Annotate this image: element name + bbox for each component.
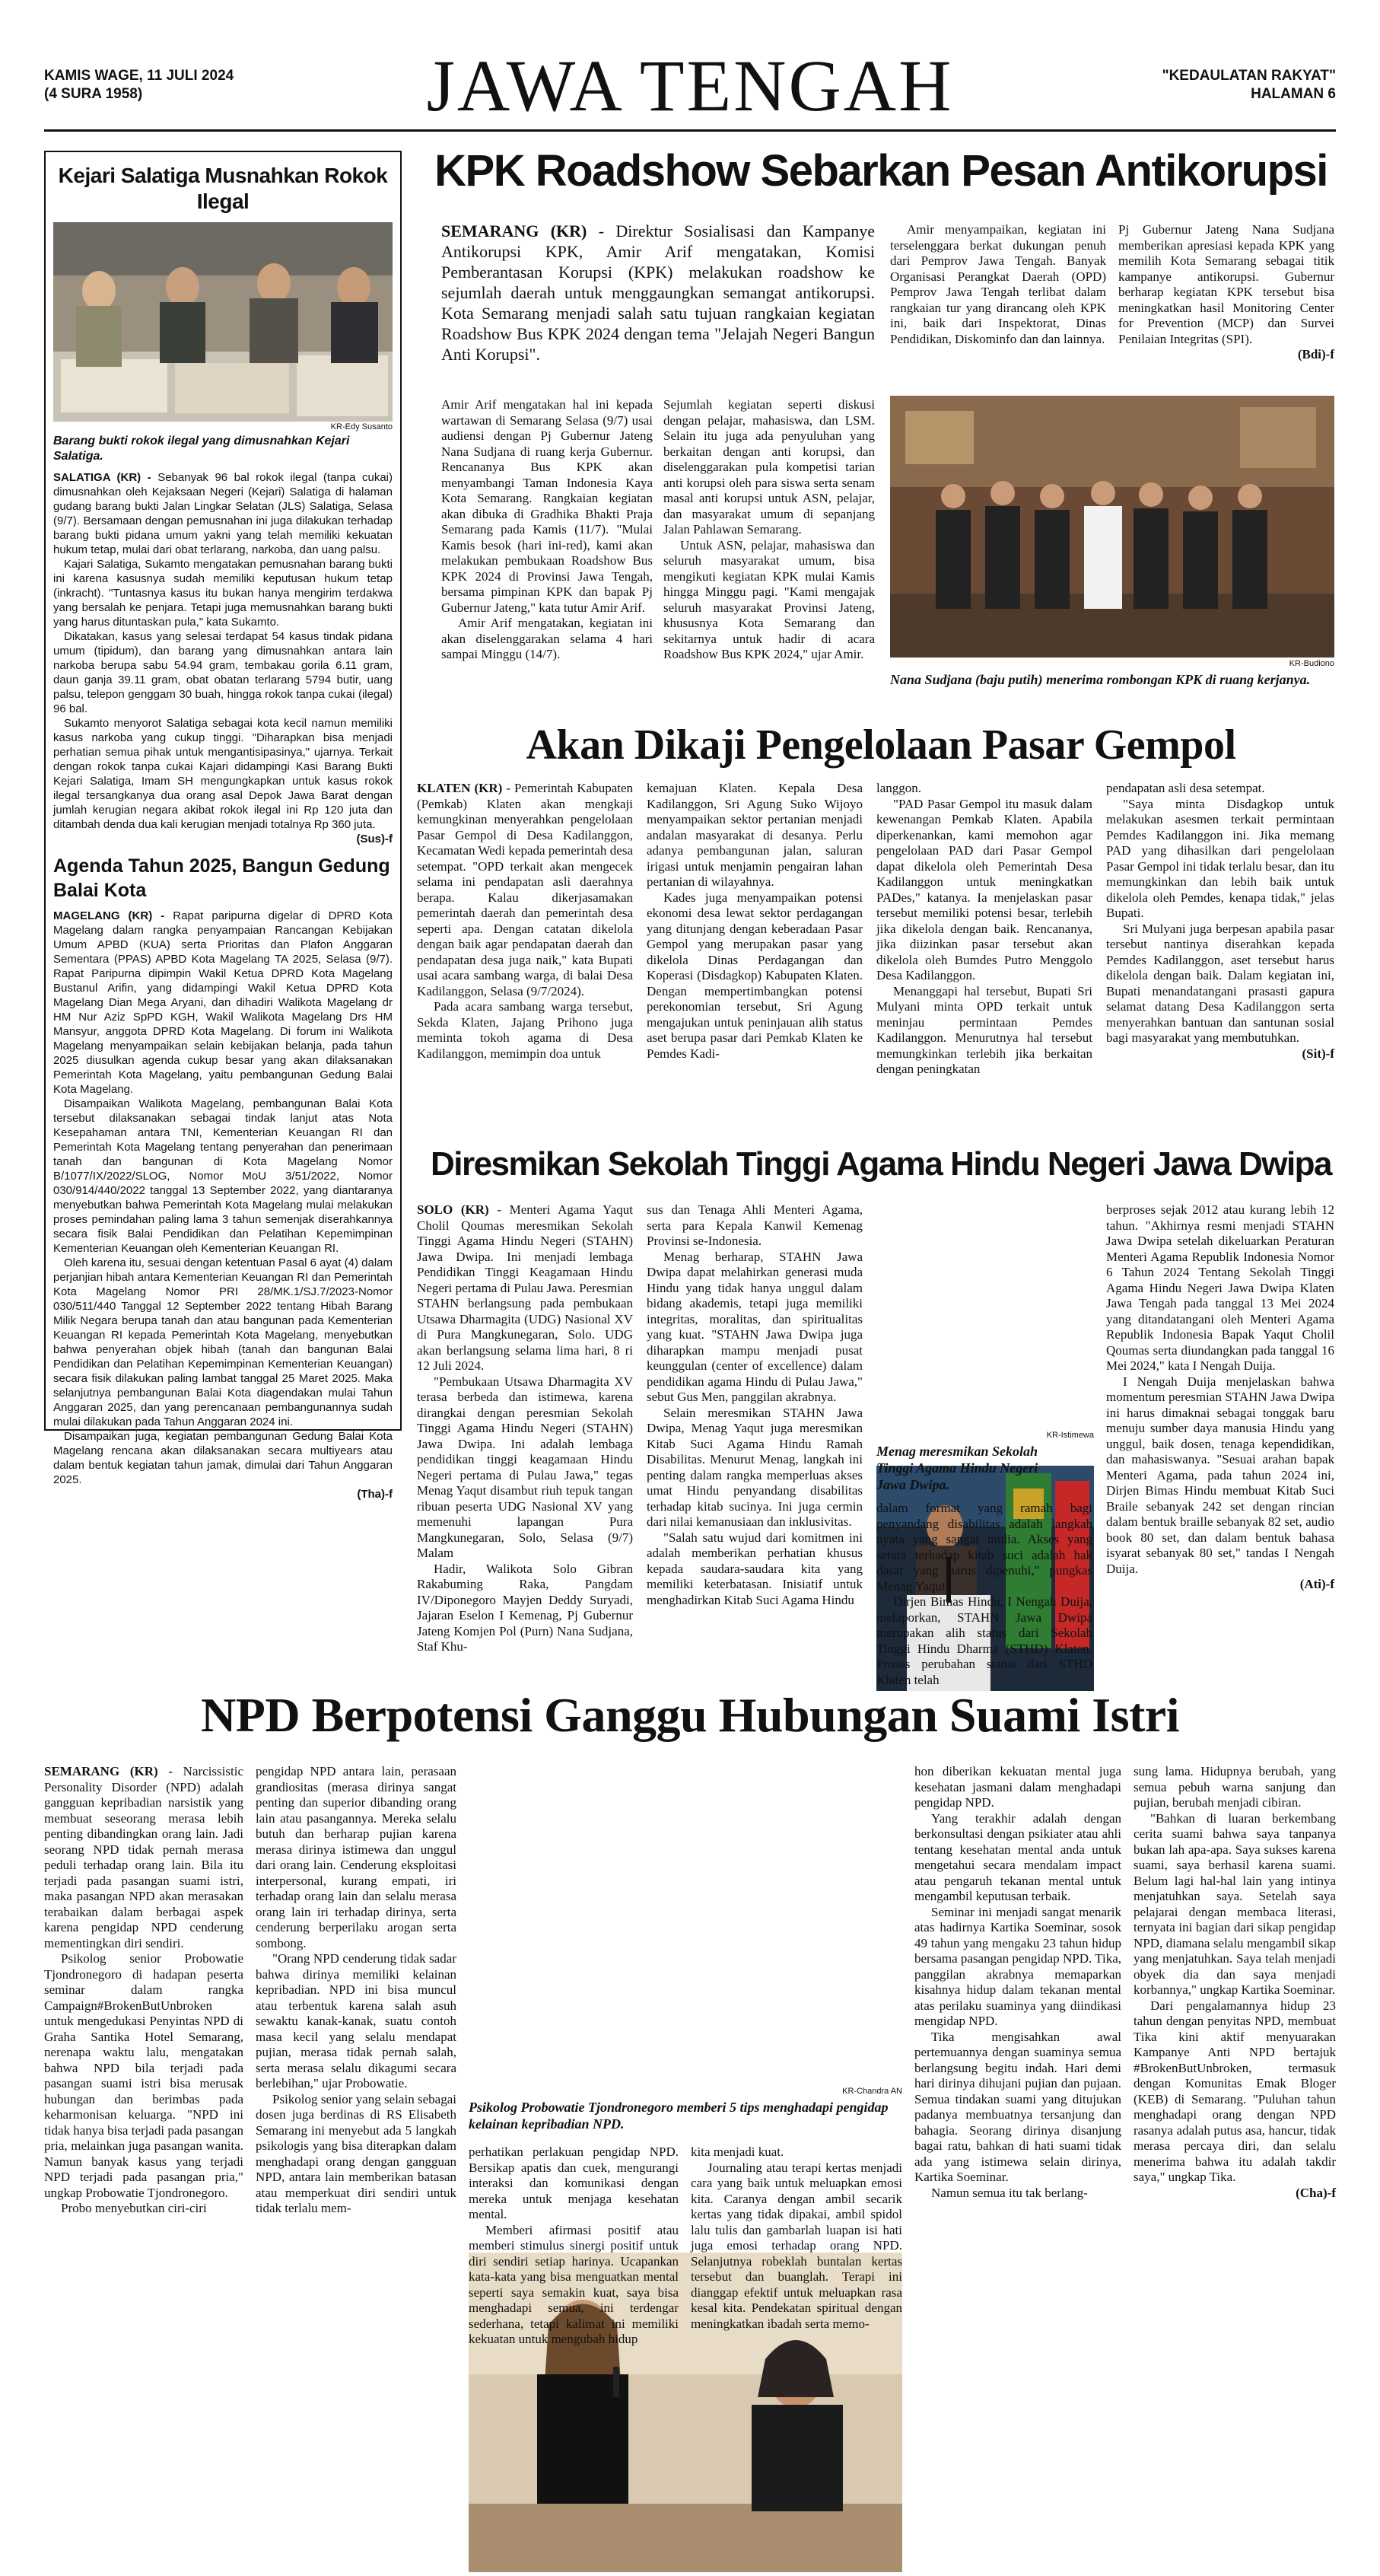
pasar-col-4 <box>1106 781 1334 1131</box>
npd-paragraph <box>44 1764 243 1951</box>
npd-photo-caption: Psikolog Probowatie Tjondronegoro memberi 5 tips menghadapi pengidap kelainan kepribadian NPD. <box>469 2100 889 2132</box>
stahn-paragraph: Hadir, Walikota Solo Gibran Rakabuming Raka, Pangdam IV/Diponegoro Mayjen Deddy Suryadi, Jajaran Eselon I Kemenag, Pj Gubernur Jateng Komjen Pol (Purn) Nana Sudjana, Staf Khu- <box>417 1561 633 1654</box>
stahn-paragraph <box>417 1202 633 1374</box>
story1-signature: (Sus)-f <box>356 833 393 845</box>
edition-info <box>1162 67 1336 103</box>
npd-paragraph: kita menjadi kuat. <box>691 2145 784 2159</box>
npd-paragraph: Yang terakhir adalah dengan berkonsultasi dengan psikiater atau ahli tentang kesehatan mental anda untuk mengetahui secara mendalam impact atau pengaruh tekanan mental untuk mengambil keputusan terbaik. <box>914 1810 1121 1903</box>
kpk-photo-caption: Nana Sudjana (baju putih) menerima rombongan KPK di ruang kerjanya. <box>890 672 1311 687</box>
pasar-paragraph: "Saya minta Disdagkop untuk melakukan asesmen terkait permintaan Pemdes Kadilanggon ini. Jika memang PAD yang dihasilkan dari pengelolaan Pasar Gempol ini tidak terlalu besar, dan itu memungkinkan dan lebih baik untuk dikelola oleh Pemdes, kenapa tidak," jelas Bupati. <box>1106 796 1334 920</box>
kpk-lead-paragraph <box>441 221 875 365</box>
rokok-photo <box>53 222 393 422</box>
npd-paragraph: Psikolog senior yang selain sebagai dosen juga berdinas di RS Elisabeth Semarang ini menyebut ada 5 langkah psikologis yang bisa diterapkan dalam menghadapi orang dengan gangguan NPD, antara lain memberikan batasan atau memperkuat diri sendiri untuk tidak terlalu mem- <box>256 2091 456 2215</box>
sidebar-story1-headline: Kejari Salatiga Musnahkan Rokok Ilegal <box>58 164 388 213</box>
npd-paragraph: hon diberikan kekuatan mental juga kesehatan jasmani dalam menghadapi pengidap NPD. <box>914 1764 1121 1810</box>
stahn-text: - Menteri Agama Yaqut Cholil Qoumas meresmikan Sekolah Tinggi Agama Hindu Negeri (STAHN) Jawa Dwipa. Ini menjadi lembaga Pendidikan Tinggi Keagamaan Hindu Negeri pertama di Pulau Jawa. Peresmian STAHN berlangsung pada pembukaan Utsawa Dharmagita (UDG) Nasional XV di Pura Mangkunegaran, Solo. UDG akan berlangsung selama lima hari, 8 ri 12 Juli 2024. <box>417 1202 634 1373</box>
stahn-headline: Diresmikan Sekolah Tinggi Agama Hindu Negeri Jawa Dwipa <box>430 1145 1332 1183</box>
stahn-paragraph: berproses sejak 2012 atau kurang lebih 12 tahun. "Akhirnya resmi menjadi STAHN Jawa Dwipa setelah dikeluarkan Peraturan Menteri Agama Republik Indonesia Nomor 6 Tahun 2024 Tentang Sekolah Tinggi Agama Hindu Negeri Jawa Dwipa Klaten Jawa Tengah pada tanggal 13 Mei 2024 yang ditandatangani oleh Menteri Agama Republik Indonesia Bapak Yaqut Cholil Qoumas serta diundangkan pada tanggal 16 Mei 2024," kata I Nengah Duija. <box>1106 1202 1334 1373</box>
kpk-paragraph: Amir Arif mengatakan, kegiatan ini akan diselenggarakan selama 4 hari sampai Minggu (14/7). <box>441 616 653 661</box>
rokok-photo-caption: Barang bukti rokok ilegal yang dimusnahkan Kejari Salatiga. <box>53 435 350 463</box>
story2-paragraph <box>53 909 393 1097</box>
stahn-paragraph: sus dan Tenaga Ahli Menteri Agama, serta para Kepala Kanwil Kemenag Provinsi se-Indonesia. <box>647 1202 863 1248</box>
kpk-headline: KPK Roadshow Sebarkan Pesan Antikorupsi <box>434 146 1328 196</box>
story2-paragraph: Disampaikan Walikota Magelang, pembangunan Balai Kota tersebut dilaksanakan sebagai tindak lanjut atas Nota Kesepahaman antara TNI, Kementerian Keuangan RI dan Pemerintah Kota Magelang tentang penyerahan dan penerimaan tanah dan bangunan di Kota Magelang Nomor B/1077/IX/2022/SLOG, Nomor MoU 3/51/2022, Nomor 030/914/440/2022 tanggal 13 September 2022, yang diantaranya menyebutkan bahwa Pemerintah Kota Magelang mulai melakukan proses pemindahan paling lama 3 tahun semenjak diserahkannya secara fisik Balai Pendidikan dan Pelatihan Kepemimpinan Kementerian Keuangan oleh Kementerian Keuangan RI. <box>53 1097 393 1255</box>
stahn-col-4 <box>1106 1202 1334 1674</box>
stahn-photo-caption: Menag meresmikan Sekolah Tinggi Agama Hindu Negeri Jawa Dwipa. <box>876 1444 1038 1492</box>
stahn-col-3 <box>876 1501 1092 1687</box>
kpk-dateline: SEMARANG (KR) <box>441 221 587 240</box>
kpk-col-3 <box>890 222 1106 390</box>
npd-col-5 <box>1134 1764 1336 2396</box>
stahn-paragraph: dalam format yang ramah bagi penyandang disabilitas adalah langkah nyata yang sangat mulia. Akses yang setara terhadap kitab suci adalah hak dasar yang harus dipenuhi," pungkas Menag Yaqut. <box>876 1501 1092 1594</box>
pasar-col-3 <box>876 781 1092 1131</box>
npd-text: - Narcissistic Personality Disorder (NPD) adalah gangguan kepribadian narsistik yang membuat seseorang merasa lebih penting dibandingkan orang lain. Jadi seorang NPD tidak pernah merasa peduli terhadap orang lain. Bila itu terjadi pada pasangan suami istri, maka pasangan NPD akan merasakan terabaikan dalam berbagai aspek karena pengidap NPD cenderung mementingkan diri sendiri. <box>44 1764 243 1950</box>
stahn-paragraph: Menag berharap, STAHN Jawa Dwipa dapat melahirkan generasi muda Hindu yang tidak hanya unggul dalam bidang akademis, tetapi juga memiliki integritas, moralitas, dan spiritualitas yang kuat. "STAHN Jawa Dwipa juga diharapkan mampu menjadi pusat keunggulan (center of excellence) dalam pendidikan agama Hindu di Pulau Jawa," sebut Gus Men, panggilan akrabnya. <box>647 1249 863 1404</box>
stahn-paragraph: "Salah satu wujud dari komitmen ini adalah memberikan perhatian khusus kepada saudara-saudara kita yang memiliki keterbatasan. Inisiatif untuk menghadirkan Kitab Suci Agama Hindu <box>647 1530 863 1607</box>
rokok-photo-image <box>53 222 393 422</box>
stahn-dateline: SOLO (KR) <box>417 1202 489 1217</box>
kpk-paragraph: Untuk ASN, pelajar, mahasiswa dan seluruh masyarakat umum, bisa mengikuti kegiatan KPK mulai Kamis hingga Minggu pagi. "Kami mengajak seluruh masyarakat Provinsi Jateng, khususnya Kota Semarang dan sekitarnya untuk hadir di acara Roadshow Bus KPK 2024," ujar Amir. <box>663 537 875 661</box>
stahn-paragraph: I Nengah Duija menjelaskan bahwa momentum peresmian STAHN Jawa Dwipa ini harus dimaknai sebagai tonggak baru menuju sumber daya manusia Hindu yang unggul, baik dosen, tenaga kependidikan, dan mahasiswanya. "Sesuai arahan bapak Menteri Agama, pada tahun 2024 ini, Dirjen Bimas Hindu membuat Kitab Suci Braile sebanyak 242 set dengan rincian dalam bentuk braille sebanyak 82 set, audio book 80 set, dan dalam bentuk bahasa isyarat sebanyak 80 set," tandas I Nengah Duija. <box>1106 1374 1334 1576</box>
sidebar-story2-headline: Agenda Tahun 2025, Bangun Gedung Balai Kota <box>53 855 390 901</box>
newspaper-slogan: "KEDAULATAN RAKYAT" <box>1162 68 1336 84</box>
npd-paragraph: Dari pengalamannya hidup 23 tahun dengan penyitas NPD, membuat Tika kini aktif menyuarakan Kampanye Anti NPD bertajuk #BrokenButUnbroken, termasuk dengan Komunitas Emak Bloger (KEB) di Semarang. "Puluhan tahun menghadapi orang dengan NPD rasanya adalah putus asa, hancur, tidak merasa percaya diri, dan selalu menerima bahwa itu adalah takdir saya," ungkap Tika. <box>1134 1998 1336 2184</box>
kpk-col-1 <box>441 397 653 717</box>
npd-paragraph: pengidap NPD antara lain, perasaan grandiositas (merasa dirinya sangat penting dan superior dibanding orang lain atau pasangannya. Mereka selalu butuh dan berharap pujian karena merasa dirinya istimewa dan unggul dari orang lain. Cenderung eksploitasi interpersonal, kurang empati, iri terhadap orang lain dan selalu merasa orang lain iri terhadap dirinya, serta cenderung berperilaku arogan serta sombong. <box>256 1764 456 1950</box>
npd-paragraph: sung lama. Hidupnya berubah, yang semua pebuh warna sanjung dan pujian, berubah menjadi cibiran. <box>1134 1764 1336 1810</box>
story1-dateline: SALATIGA (KR) - <box>53 471 158 484</box>
kpk-paragraph: Amir Arif mengatakan hal ini kepada wartawan di Semarang Selasa (9/7) usai audiensi dengan Pj Gubernur Jateng Nana Sudjana di ruang kerja Gubernur. Rencananya Bus KPK akan menyambangi Taman Indonesia Kaya Kota Semarang. Rangkaian kegiatan akan dibuka di Gradhika Bhakti Praja Semarang pada Kamis (11/7). "Mulai Kamis besok (hari ini-red), kami akan melakukan pembukaan Roadshow Bus KPK 2024 di Provinsi Jawa Tengah, bersama pimpinan KPK dan bapak Pj Gubernur Jateng," kata tutur Amir Arif. <box>441 397 653 615</box>
npd-paragraph: Seminar ini menjadi sangat menarik atas hadirnya Kartika Soeminar, sosok 49 tahun yang mengaku 23 tahun hidup bersama pasangan pengidap NPD. Tika, panggilan akrabnya memaparkan kisahnya hidup dalam tekanan mental atas perilaku suaminya yang diindikasi mengidap NPD. <box>914 1904 1121 2028</box>
pasar-paragraph: kemajuan Klaten. Kepala Desa Kadilanggon, Sri Agung Suko Wijoyo menyampaikan sektor pertanian menjadi andalan masyarakat di desanya. Perlu adanya pembangunan jalan, saluran irigasi untuk menjamin pengairan lahan pertanian di wilayahnya. <box>647 781 863 889</box>
pasar-paragraph: Sri Mulyani juga berpesan apabila pasar tersebut nantinya diserahkan kepada Pemdes Kadilanggon, aset tersebut harus dikelola dengan baik. Dalam kegiatan ini, Bupati menandatangani prasasti gapura selamat datang Desa Kadilanggon serta menyerahkan bantuan dan santunan sosial bagi masyarakat yang membutuhkan. <box>1106 921 1334 1045</box>
kpk-lead-text: - Direktur Sosialisasi dan Kampanye Antikorupsi KPK, Amir Arif mengatakan, Komisi Pemberantasan Korupsi (KPK) melakukan roadshow ke sejumlah daerah untuk menggaungkan semangat antikorupsi. Kota Semarang menjadi salah satu tujuan rangkaian kegiatan Roadshow Bus KPK 2024 dengan tema "Jelajah Negeri Bangun Anti Korupsi". <box>441 221 875 364</box>
npd-paragraph: "Orang NPD cenderung tidak sadar bahwa dirinya memiliki kelainan kepribadian. NPD ini bisa muncul atau terbentuk karena salah asuh sewaktu kanak-kanak, suatu contoh masa kecil yang selalu mendapat pujian, merasa tidak pernah salah, serta merasa selalu dikagumi secara berlebihan," ujar Probowatie. <box>256 1951 456 2090</box>
stahn-photo-credit: KR-Istimewa <box>1046 1431 1094 1440</box>
pasar-col-2 <box>647 781 863 1131</box>
story1-paragraph <box>53 470 393 557</box>
kpk-col-2 <box>663 397 875 717</box>
rokok-photo-credit: KR-Edy Susanto <box>330 422 393 431</box>
kpk-paragraph: Amir menyampaikan, kegiatan ini terselenggara berkat dukungan penuh dari Pemprov Jawa Tengah. Banyak Organisasi Perangkat Daerah (OPD) Pemprov Jawa Tengah terlibat dalam rangkaian tur yang dirancang oleh KPK ini, baik dari Inspektorat, Dinas Pendidikan, Diskominfo dan dan lainnya. <box>890 222 1106 346</box>
npd-col-4 <box>914 1764 1121 2396</box>
pasar-text: - Pemerintah Kabupaten (Pemkab) Klaten akan mengkaji kemungkinan menyerahkan pengelolaan Pasar Gempol di Desa Kadilanggon, Kecamatan Wedi kepada pemerintah desa setempat. "OPD terkait akan mengecek selama ini pendapatan asli daerahnya berapa. Kalau dikerjasamakan pemerintah daerah dan pemerintah desa seperti apa. Dengan catatan dikelola dengan baik agar pendapatan daerah dan pendapatan desa juga naik," kata Bupati usai acara sambang warga, di balai Desa Kadilanggon, Selasa (9/7/2024). <box>417 781 634 998</box>
pasar-paragraph: Menanggapi hal tersebut, Bupati Sri Mulyani minta OPD terkait untuk meninjau permintaan Pemdes Kadilanggon. Menurutnya hal tersebut memungkinkan terlebih jika berkaitan dengan peningkatan <box>876 983 1092 1076</box>
npd-paragraph: perhatikan perlakuan pengidap NPD. Bersikap apatis dan cuek, mengurangi interaksi dan komunikasi dengan mereka untuk menjaga kesehatan mental. <box>469 2145 679 2221</box>
pasar-paragraph: pendapatan asli desa setempat. <box>1106 781 1265 795</box>
pasar-col-1 <box>417 781 633 1131</box>
npd-paragraph: Tika mengisahkan awal pertemuannya dengan suaminya semua berlangsung begitu indah. Hari demi hari dirinya dihujani pujian dan pujaan. Semua tindakan suami yang ditujukan padanya membuatnya tersanjung dan bahagia. Seorang dirinya disanjung bagai ratu, bahkan di hati suami tidak ada yang istimewa selain dirinya, Kartika Soeminar. <box>914 2029 1121 2184</box>
kpk-paragraph: Sejumlah kegiatan seperti diskusi dengan pelajar, mahasiswa, dan LSM. Selain itu juga ada penyuluhan yang berkaitan dengan anti korupsi, dan diselenggarakan pula kompetisi tarian anti korupsi oleh para siswa serta senam masal anti korupsi untuk ASN, pelajar, dan masyarakat umum di sepanjang Jalan Pahlawan Semarang. <box>663 397 875 537</box>
npd-col-3 <box>469 2145 679 2396</box>
npd-paragraph: Psikolog senior Probowatie Tjondronegoro di hadapan peserta seminar dalam rangka Campaign#BrokenButUnbroken untuk mengedukasi Penyintas NPD di Graha Santika Hotel Semarang, nerenapa waktu lalu, mengatakan bahwa NPD bila terjadi pada pasangan suami istri bisa merusak hubungan dan berimbas pada keharmonisan keluarga. "NPD ini tidak hanya bisa terjadi pada pasangan pria, melainkan juga pasangan wanita. Namun banyak kasus yang terjadi NPD terjadi pada pasangan pria," ungkap Probowatie Tjondronegoro. <box>44 1951 243 2200</box>
story2-paragraph: Oleh karena itu, sesuai dengan ketentuan Pasal 6 ayat (4) dalam perjanjian hibah antara Kementerian Keuangan RI dan Pemerintah Kota Magelang Nomor PRI 28/MK.1/SJ.7/2023-Nomor 030/511/440 Tanggal 12 September 2022 tentang Hibah Barang Milik Negara berupa tanah dan atau bangunan pada Kementerian Keuangan RI kepada Pemerintah Kota Magelang, menyebutkan bahwa penyerahan objek hibah (tanah dan bangunan Balai Pendidikan dan Pelatihan Kepemimpinan Kementerian Keuangan) secara fisik dilakukan paling lambat tanggal 25 Maret 2025. Maka selanjutnya pembangunan Balai Kota diagendakan mulai Tahun Anggaran 2025, dan yang perencanaan pembangunannya sudah mulai dilakukan pada Tahun Anggaran 2024 ini. <box>53 1256 393 1428</box>
pasar-paragraph <box>417 781 633 999</box>
npd-paragraph: Probo menyebutkan ciri-ciri <box>61 2201 207 2215</box>
story2-dateline: MAGELANG (KR) - <box>53 909 173 922</box>
npd-col-3b <box>691 2145 902 2396</box>
stahn-paragraph: "Pembukaan Utsawa Dharmagita XV terasa berbeda dan istimewa, karena dirangkai dengan peresmian Sekolah Tinggi Agama Hindu Negeri (STAHN) Jawa Dwipa. Ini adalah lembaga pendidikan tinggi keagamaan Hindu Negeri pertama di Pulau Jawa," tegas Menag Yaqut disambut riuh tepuk tangan ribuan peserta UDG Nasional XV yang memenuhi lapangan Pura Mangkunegaran, Solo, Selasa (9/7) Malam <box>417 1374 633 1560</box>
pasar-paragraph: langgon. <box>876 781 922 795</box>
npd-photo-credit: KR-Chandra AN <box>842 2087 902 2096</box>
kpk-signature: (Bdi)-f <box>1297 347 1334 361</box>
npd-headline: NPD Berpotensi Ganggu Hubungan Suami Istri <box>201 1688 1179 1742</box>
pasar-paragraph: Pada acara sambang warga tersebut, Sekda Klaten, Jajang Prihono juga meminta tokoh agama di Desa Kadilanggon, memimpin doa untuk <box>417 999 633 1061</box>
kpk-paragraph: Pj Gubernur Jateng Nana Sudjana memberikan apresiasi kepada KPK yang memilih Kota Semarang sebagai titik kampanye antikorupsi. Gubernur berharap kegiatan KPK tersebut bisa meningkatkan hasil Monitoring Center for Prevention (MCP) dan Survei Penilaian Integritas (SPI). <box>1118 222 1334 346</box>
story1-paragraph: Sukamto menyorot Salatiga sebagai kota kecil namun memiliki kasus narkoba yang cukup tinggi. "Diharapkan bisa menjadi perhatian semua pihak untuk mengantisipasinya," ujarnya. Terkait dengan rokok tanpa cukai Kajari didampingi Kasi Barang Bukti Kejari Salatiga, Imam SH mengungkapkan untuk kasus rokok ilegal tersangkanya dua orang asal Depok Jawa Barat dengan jumlah kerugian negara akibat rokok ilegal ini Rp 120 juta dan ditambah denda dua kali kerugian menjadi totalnya Rp 360 juta. <box>53 717 393 831</box>
kpk-photo-credit: KR-Budiono <box>1289 659 1334 668</box>
pasar-dateline: KLATEN (KR) <box>417 781 503 795</box>
story1-text: Sebanyak 96 bal rokok ilegal (tanpa cukai) dimusnahkan oleh Kejaksaan Negeri (Kejari) Salatiga di halaman gudang barang bukti Jalan Lingkar Selatan (JLS) Salatiga, Selasa (9/7). Bersamaan dengan pemusnahan ini juga dilakukan terhadap barang bukti pidana umum yakni yang telah memiliki kekuatan hukum tetap, mulai dari obat terlarang, narkoba, dan uang palsu. <box>53 471 393 556</box>
pasar-headline: Akan Dikaji Pengelolaan Pasar Gempol <box>526 721 1236 769</box>
kpk-photo <box>890 396 1334 658</box>
npd-paragraph: "Bahkan di luaran berkembang cerita suami bahwa saya tanpanya bukan lah apa-apa. Saya sukses karena suami, saya berhasil karena suami. Belum lagi hal-hal lain yang intinya menjatuhkan saya. Setelah saya pelajarai dengan membaca literasi, ternyata ini bagian dari sikap pengidap NPD, diamana selalu mengambil sikap yang menjatuhkan. Saya telah menjadi obyek dia dan saya menjadi korbannya," ungkap Kartika Soeminar. <box>1134 1810 1336 1997</box>
npd-paragraph: Journaling atau terapi kertas menjadi cara yang baik untuk meluapkan emosi kita. Caranya dengan ambil secarik kertas yang tidak dipakai, ambil spidol lalu tulis dan gambarlah luapan isi hati juga emosi terhadap orang NPD. Selanjutnya robeklah buntalan kertas tersebut dan buanglah. Terapi ini dianggap efektif untuk meluapkan rasa kesal kita. Pendekatan spiritual dengan meningkatkan ibadah serta memo- <box>691 2160 902 2331</box>
npd-col-1 <box>44 1764 243 2396</box>
date-gregorian: KAMIS WAGE, 11 JULI 2024 <box>44 68 234 84</box>
date-javanese: (4 SURA 1958) <box>44 86 143 102</box>
story2-text: Rapat paripurna digelar di DPRD Kota Magelang dalam rangka penyampaian Rancangan Kebijakan Umum APBD (KUA) serta Prioritas dan Plafon Anggaran Sementara (PPAS) APBD Kota Magelang TA 2025, Selasa (9/7). Rapat Paripurna dipimpin Wakil Ketua DPRD Kota Magelang Bustanul Arifin, yang didampingi Wakil Ketua DPRD Kota Magelang Dian Mega Aryani, dan dihadiri Walikota Magelang dr HM Nur Aziz SpPD KGH, Wakil Walikota Magelang Drs HM Mansyur, anggota DPRD Kota Magelang. Di forum ini Walikota Magelang menyampaikan selain kebijakan belanja, pada tahun 2025 diusulkan agenda cukup besar yang akan dilaksanakan Pemerintah Kota Magelang, yaitu pembangunan Gedung Balai Kota Magelang. <box>53 909 393 1096</box>
stahn-paragraph: Selain meresmikan STAHN Jawa Dwipa, Menag Yaqut juga meresmikan Kitab Suci Agama Hindu Ramah Disabilitas. Menurut Menag, langkah ini penting dalam rangka memperluas akses umat Hindu penyandang disabilitas terhadap kitab sucinya. Ini juga cermin dari nilai kemanusiaan dan inklusivitas. <box>647 1405 863 1529</box>
kpk-photo-image <box>890 396 1334 658</box>
npd-paragraph: Memberi afirmasi positif atau memberi stimulus sinergi positif untuk diri sendiri setiap harinya. Ucapankan kata-kata yang bisa menguatkan mental seperti saya semakin kuat, saya bisa menghadapi semua, ini terdengar sederhana, tetapi kalimat ini memiliki kekuatan untuk mengubah hidup <box>469 2222 679 2346</box>
story1-paragraph: Dikatakan, kasus yang selesai terdapat 54 kasus tindak pidana umum (tipidum), dan barang yang dimusnahkan antara lain narkoba berupa sabu 54.94 gram, tembakau gorila 6.11 gram, daun ganja 39.11 gram, obat obatan terlarang 5794 butir, uang palsu, telepon genggam 30 buah, hingga rokok tanpa cukai (ilegal) 96 bal. <box>53 630 393 715</box>
pasar-signature: (Sit)-f <box>1302 1046 1334 1061</box>
stahn-signature: (Ati)-f <box>1299 1577 1334 1591</box>
kpk-col-4 <box>1118 222 1334 390</box>
npd-signature: (Cha)-f <box>1296 2185 1336 2200</box>
npd-dateline: SEMARANG (KR) <box>44 1764 158 1778</box>
story2-paragraph: Disampaikan juga, kegiatan pembangunan Gedung Balai Kota Magelang rencana akan dilaksanakan secara multiyears atau dalam bentuk kegiatan tahun jamak, dimulai dari Tahun Anggaran 2025. <box>53 1430 393 1486</box>
masthead-divider <box>44 129 1336 132</box>
npd-paragraph: Namun semua itu tak berlang- <box>931 2185 1088 2200</box>
stahn-paragraph: Dirjen Bimas Hindu, I Nengah Duija, melaporkan, STAHN Jawa Dwipa merupakan alih status dari Sekolah Tinggi Hindu Dharma (STHD) Klaten. Proses perubahan status dari STHD Klaten telah <box>876 1594 1092 1687</box>
pasar-paragraph: "PAD Pasar Gempol itu masuk dalam kewenangan Pemkab Klaten. Apabila diperkenankan, kami memohon agar pengelolaan PAD dari Pasar Gempol dapat dikelola oleh Pemerintah Desa Kadilanggon untuk meningkatkan PADes," katanya. Ia menjelaskan pasar tersebut memiliki potensi besar, terlebih jika dikelola dengan baik. Rencananya, jika diizinkan pasar tersebut akan dikelola oleh Bumdes Putro Menggolo Desa Kadilanggon. <box>876 796 1092 982</box>
npd-col-2 <box>256 1764 456 2396</box>
story2-signature: (Tha)-f <box>357 1488 393 1501</box>
stahn-col-1 <box>417 1202 633 1674</box>
newspaper-section-title: JAWA TENGAH <box>426 45 954 126</box>
stahn-col-2 <box>647 1202 863 1674</box>
page-number: HALAMAN 6 <box>1251 86 1336 102</box>
sidebar-box <box>44 151 402 1501</box>
kpk-lead <box>441 221 875 390</box>
pasar-paragraph: Kades juga menyampaikan potensi ekonomi desa lewat sektor perdagangan yang ditunjang dengan keberadaan Pasar Gempol yang merupakan pasar yang dikelola Dinas Perdagangan dan Koperasi (Disdagkop) Kabupaten Klaten. Dengan mempertimbangkan potensi perekonomian tersebut, Sri Agung mengajukan untuk peninjauan alih status aset berupa pasar dari Pemkab Klaten ke Pemdes Kadi- <box>647 890 863 1061</box>
story1-paragraph: Kajari Salatiga, Sukamto mengatakan pemusnahan barang bukti ini karena kasusnya sudah memiliki keputusan hukum tetap (inkracht). "Tuntasnya kasus itu bukan hanya mengirim terdakwa yang bersalah ke penjara. Tetapi juga memusnahkan barang bukti yang harus dituntaskan pula," kata Sukamto. <box>53 558 393 629</box>
